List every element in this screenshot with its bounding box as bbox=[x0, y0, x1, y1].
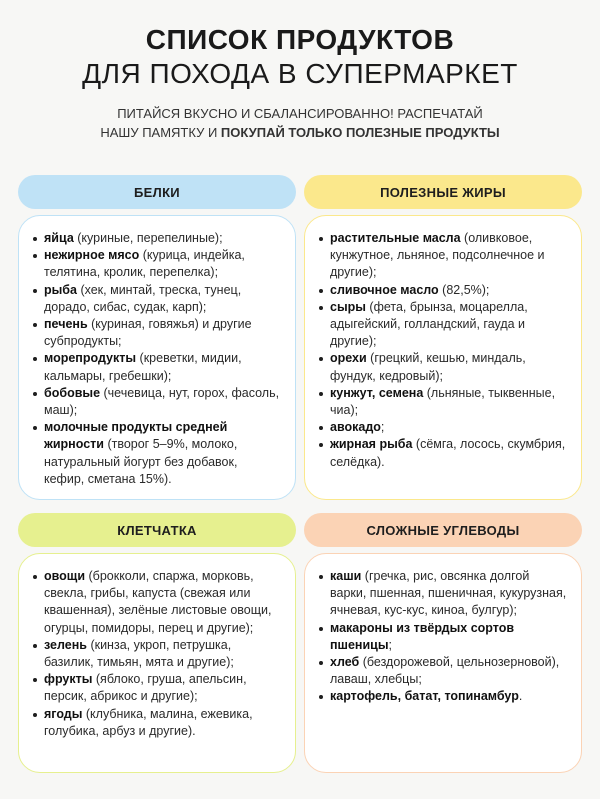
fats-header: ПОЛЕЗНЫЕ ЖИРЫ bbox=[304, 175, 582, 209]
fats-item bbox=[319, 282, 567, 299]
fats-item-name: орехи bbox=[330, 351, 367, 366]
fiber-item-details: (яблоко, груша, апельсин, персик, абрикос и другие); bbox=[44, 672, 247, 704]
proteins-item-details: (хек, минтай, треска, тунец, дорадо, сибас, судак, карп); bbox=[44, 282, 242, 314]
proteins-item-details: (курица, индейка, телятина, кролик, перепелка); bbox=[44, 248, 245, 280]
fiber-item-name: зелень bbox=[44, 637, 87, 652]
fats-item-name: жирная рыба bbox=[330, 437, 413, 452]
proteins-item-name: печень bbox=[44, 317, 88, 332]
fats-item bbox=[319, 230, 567, 282]
fats-item bbox=[319, 419, 567, 436]
fats-item bbox=[319, 299, 567, 351]
fats-item bbox=[319, 350, 567, 384]
proteins-item bbox=[33, 350, 281, 384]
fiber-header: КЛЕТЧАТКА bbox=[18, 513, 296, 547]
fiber-item bbox=[33, 706, 281, 740]
fats-item-details: (82,5%); bbox=[438, 282, 490, 297]
fats-item-details: ; bbox=[380, 420, 385, 435]
fiber-item-name: ягоды bbox=[44, 706, 83, 721]
page-title-line2: ДЛЯ ПОХОДА В СУПЕРМАРКЕТ bbox=[82, 58, 518, 89]
carbs-item bbox=[319, 654, 567, 688]
proteins-item-name: бобовые bbox=[44, 385, 101, 400]
carbs-item-details: (гречка, рис, овсянка долгой варки, пшенная, пшеничная, кукурузная, ячневая, кус-кус, киноа, булгур); bbox=[330, 569, 567, 618]
fiber-item-name: овощи bbox=[44, 569, 86, 583]
fats-item-name: растительные масла bbox=[330, 231, 461, 245]
fiber-item-name: фрукты bbox=[44, 672, 93, 687]
fats-list bbox=[319, 230, 567, 471]
fiber-card bbox=[18, 553, 296, 773]
fats-item-name: авокадо bbox=[330, 420, 381, 435]
proteins-card bbox=[18, 215, 296, 500]
carbs-list bbox=[319, 568, 567, 706]
fats-item bbox=[319, 385, 567, 419]
proteins-item-name: рыба bbox=[44, 282, 77, 297]
proteins-item bbox=[33, 316, 281, 350]
carbs-item bbox=[319, 620, 567, 654]
fats-item-details: (грецкий, кешью, миндаль, фундук, кедровый); bbox=[330, 351, 526, 383]
carbs-item bbox=[319, 688, 567, 705]
proteins-item-details: (творог 5–9%, молоко, натуральный йогурт без добавок, кефир, сметана 15%). bbox=[44, 437, 238, 486]
carbs-item-name: хлеб bbox=[330, 655, 360, 670]
proteins-item-name: морепродукты bbox=[44, 351, 137, 366]
proteins-item bbox=[33, 247, 281, 281]
proteins-header: БЕЛКИ bbox=[18, 175, 296, 209]
fats-item-details: (сёмга, лосось, скумбрия, селёдка). bbox=[330, 437, 566, 469]
carbs-header: СЛОЖНЫЕ УГЛЕВОДЫ bbox=[304, 513, 582, 547]
fats-item-name: сливочное масло bbox=[330, 282, 439, 297]
fiber-item bbox=[33, 568, 281, 637]
fiber-item bbox=[33, 637, 281, 671]
proteins-item-name: яйца bbox=[44, 231, 74, 245]
fiber-item-details: (брокколи, спаржа, морковь, свекла, грибы, капуста (свежая или квашенная), зелёные листовые овощи, огурцы, помидоры, перец и другие); bbox=[44, 569, 272, 635]
carbs-item-name: картофель, батат, топинамбур bbox=[330, 689, 519, 704]
proteins-list bbox=[33, 230, 281, 488]
proteins-item-details: (креветки, мидии, кальмары, гребешки); bbox=[44, 351, 242, 383]
subtitle-line2 bbox=[0, 123, 600, 142]
fiber-item-details: (клубника, малина, ежевика, голубика, арбуз и другие). bbox=[44, 706, 253, 738]
fats-item-details: (льняные, тыквенные, чиа); bbox=[330, 385, 556, 418]
fats-card bbox=[304, 215, 582, 500]
proteins-item-details: (чечевица, нут, горох, фасоль, маш); bbox=[44, 385, 280, 418]
proteins-item-name: нежирное мясо bbox=[44, 248, 140, 263]
carbs-item-name: макароны из твёрдых сортов пшеницы bbox=[330, 620, 515, 652]
fiber-list bbox=[33, 568, 281, 740]
fats-item-name: кунжут, семена bbox=[330, 385, 424, 400]
proteins-item-name: молочные продукты средней жирности bbox=[44, 420, 228, 452]
fats-item-name: сыры bbox=[330, 299, 366, 314]
proteins-item bbox=[33, 230, 281, 247]
proteins-item bbox=[33, 385, 281, 419]
fats-item-details: (фета, брынза, моцарелла, адыгейский, голландский, гауда и другие); bbox=[330, 299, 528, 349]
subtitle-line2-bold: ПОКУПАЙ ТОЛЬКО ПОЛЕЗНЫЕ ПРОДУКТЫ bbox=[220, 125, 500, 140]
carbs-item-name: каши bbox=[330, 569, 362, 583]
fiber-item-details: (кинза, укроп, петрушка, базилик, тимьян, мята и другие); bbox=[44, 637, 234, 670]
proteins-item bbox=[33, 282, 281, 316]
subtitle-line1: ПИТАЙСЯ ВКУСНО И СБАЛАНСИРОВАННО! РАСПЕЧАТАЙ bbox=[117, 106, 483, 121]
fiber-item bbox=[33, 671, 281, 705]
fats-item bbox=[319, 436, 567, 470]
fats-item-details: (оливковое, кунжутное, льняное, подсолнечное и другие); bbox=[330, 231, 545, 280]
carbs-item-details: (бездорожевой, цельнозерновой), лаваш, хлебцы; bbox=[330, 655, 560, 687]
proteins-item-details: (куриные, перепелиные); bbox=[73, 231, 223, 245]
carbs-card bbox=[304, 553, 582, 773]
carbs-item-details: ; bbox=[388, 637, 392, 652]
proteins-item bbox=[33, 419, 281, 488]
carbs-item-details: . bbox=[518, 689, 523, 704]
proteins-item-details: (куриная, говяжья) и другие субпродукты; bbox=[44, 317, 252, 349]
subtitle-line2-normal: НАШУ ПАМЯТКУ И bbox=[100, 125, 221, 140]
page-subtitle bbox=[0, 104, 600, 142]
page-title: СПИСОК ПРОДУКТОВ bbox=[145, 24, 455, 55]
carbs-item bbox=[319, 568, 567, 620]
